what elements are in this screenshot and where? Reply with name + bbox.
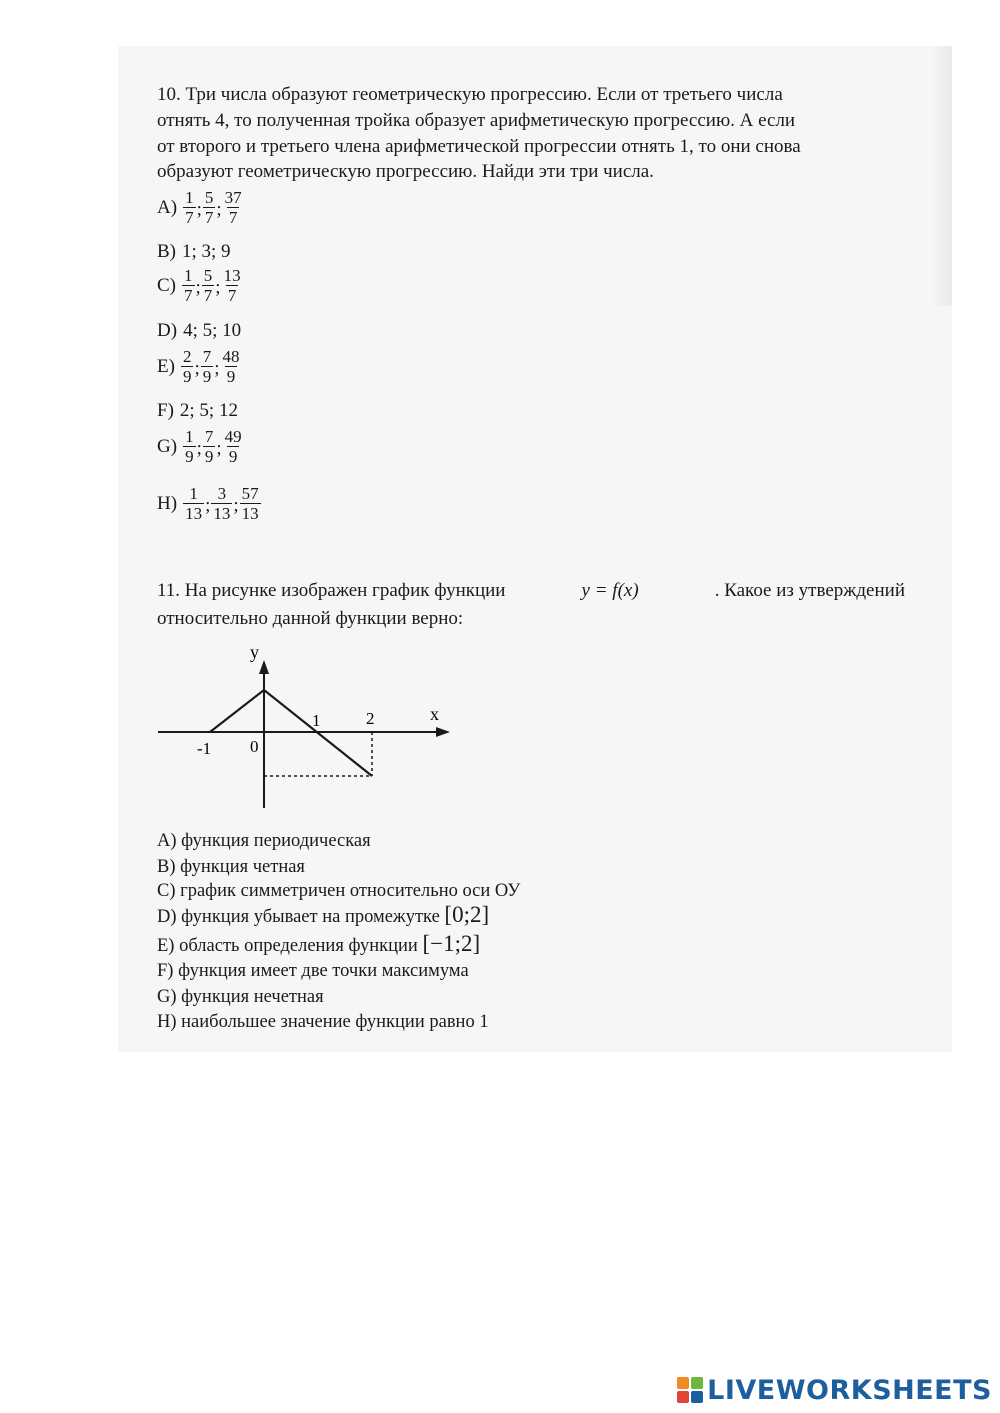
liveworksheets-logo — [677, 1373, 992, 1407]
fraction: $\frac{2}{9}$ — [182, 347, 192, 386]
fraction: $\frac{1}{7}$ — [184, 266, 193, 305]
q11-statement-c[interactable]: C) график симметричен относительно оси ОУ — [157, 881, 521, 901]
question-11-line-2: относительно данной функции верно: — [157, 608, 464, 629]
option-text: 1; 3; 9 — [182, 241, 231, 262]
q10-option-f[interactable] — [157, 399, 238, 423]
q11-statement-b[interactable]: B) функция четная — [157, 857, 305, 877]
fraction: $\frac{7}{9}$ — [204, 427, 214, 466]
question-10-line-4: образуют геометрическую прогрессию. Найди эти три числа. — [157, 161, 654, 182]
interval: [0;2] — [444, 902, 490, 927]
option-text: 2; 5; 12 — [179, 400, 238, 421]
option-letter: D) — [157, 320, 178, 341]
q11-statement-e[interactable] — [157, 932, 480, 958]
y-axis-label: y — [250, 642, 259, 662]
x-axis-label: x — [430, 704, 439, 724]
q10-option-h[interactable]: H) $\frac{1}{13}$ ; $\frac{3}{13}$ ; $\frac{57}{13}$ — [157, 484, 259, 523]
option-letter: A) — [157, 196, 178, 218]
fraction: $\frac{49}{9}$ — [224, 427, 242, 466]
x-axis-arrow-icon — [436, 727, 450, 737]
tick-label-two: 2 — [366, 709, 375, 728]
option-letter: B) — [157, 241, 176, 262]
option-text: 4; 5; 10 — [183, 320, 242, 341]
question-11-line-1 — [157, 578, 905, 604]
fraction: $\frac{48}{9}$ — [222, 347, 240, 386]
question-11-suffix: . Какое из утверждений — [714, 580, 905, 601]
q10-option-b[interactable] — [157, 240, 231, 264]
q10-option-d[interactable] — [157, 319, 241, 343]
fraction: $\frac{3}{13}$ — [213, 484, 231, 523]
fraction: $\frac{5}{7}$ — [203, 266, 213, 305]
question-10-line-1: 10. Три числа образуют геометрическую прогрессию. Если от третьего числа — [157, 84, 783, 105]
q11-statement-h[interactable]: H) наибольшее значение функции равно 1 — [157, 1012, 489, 1032]
fraction: $\frac{1}{13}$ — [185, 484, 203, 523]
q11-statement-f[interactable]: F) функция имеет две точки максимума — [157, 961, 469, 981]
question-10-line-3: от второго и третьего члена арифметической прогрессии отнять 1, то они снова — [157, 136, 801, 157]
tick-label-one: 1 — [312, 711, 321, 730]
fraction: $\frac{1}{9}$ — [185, 427, 194, 466]
scan-edge-shadow — [932, 46, 952, 306]
fraction: $\frac{5}{7}$ — [204, 188, 214, 227]
logo-mark-icon — [677, 1377, 703, 1403]
question-11-prefix: 11. На рисунке изображен график функции — [157, 580, 506, 601]
q10-option-a[interactable]: A) $\frac{1}{7}$ ; $\frac{5}{7}$ ; $\frac{37}{7}$ — [157, 188, 242, 227]
option-letter: H) — [157, 492, 178, 514]
q11-statement-a[interactable]: A) функция периодическая — [157, 831, 371, 851]
option-letter: G) — [157, 435, 178, 457]
interval: [−1;2] — [422, 931, 481, 956]
statement-text: E) область определения функции — [157, 936, 418, 956]
fraction: $\frac{37}{7}$ — [224, 188, 242, 227]
q10-option-c[interactable]: C) $\frac{1}{7}$ ; $\frac{5}{7}$ ; $\frac{13}{7}$ — [157, 266, 241, 305]
option-letter: F) — [157, 400, 174, 421]
tick-label-zero: 0 — [250, 737, 259, 756]
brand-name: LIVEWORKSHEETS — [707, 1374, 992, 1406]
function-graph — [150, 640, 460, 815]
y-axis-arrow-icon — [259, 660, 269, 674]
q10-option-g[interactable]: G) $\frac{1}{9}$ ; $\frac{7}{9}$ ; $\frac{49}{9}$ — [157, 427, 242, 466]
fraction: $\frac{1}{7}$ — [185, 188, 194, 227]
statement-text: D) функция убывает на промежутке — [157, 907, 440, 927]
option-letter: E) — [157, 355, 175, 377]
q10-option-e[interactable]: E) $\frac{2}{9}$ ; $\frac{7}{9}$ ; $\frac{48}{9}$ — [157, 347, 240, 386]
q11-statement-d[interactable] — [157, 903, 489, 929]
q11-statement-g[interactable]: G) функция нечетная — [157, 987, 324, 1007]
fraction: $\frac{7}{9}$ — [202, 347, 212, 386]
tick-label-neg1: -1 — [197, 739, 212, 758]
fraction: $\frac{57}{13}$ — [241, 484, 259, 523]
function-formula: y = f(x) — [581, 580, 639, 601]
question-10-line-2: отнять 4, то полученная тройка образует арифметическую прогрессию. А если — [157, 110, 796, 131]
fraction: $\frac{13}{7}$ — [223, 266, 241, 305]
option-letter: C) — [157, 274, 176, 296]
